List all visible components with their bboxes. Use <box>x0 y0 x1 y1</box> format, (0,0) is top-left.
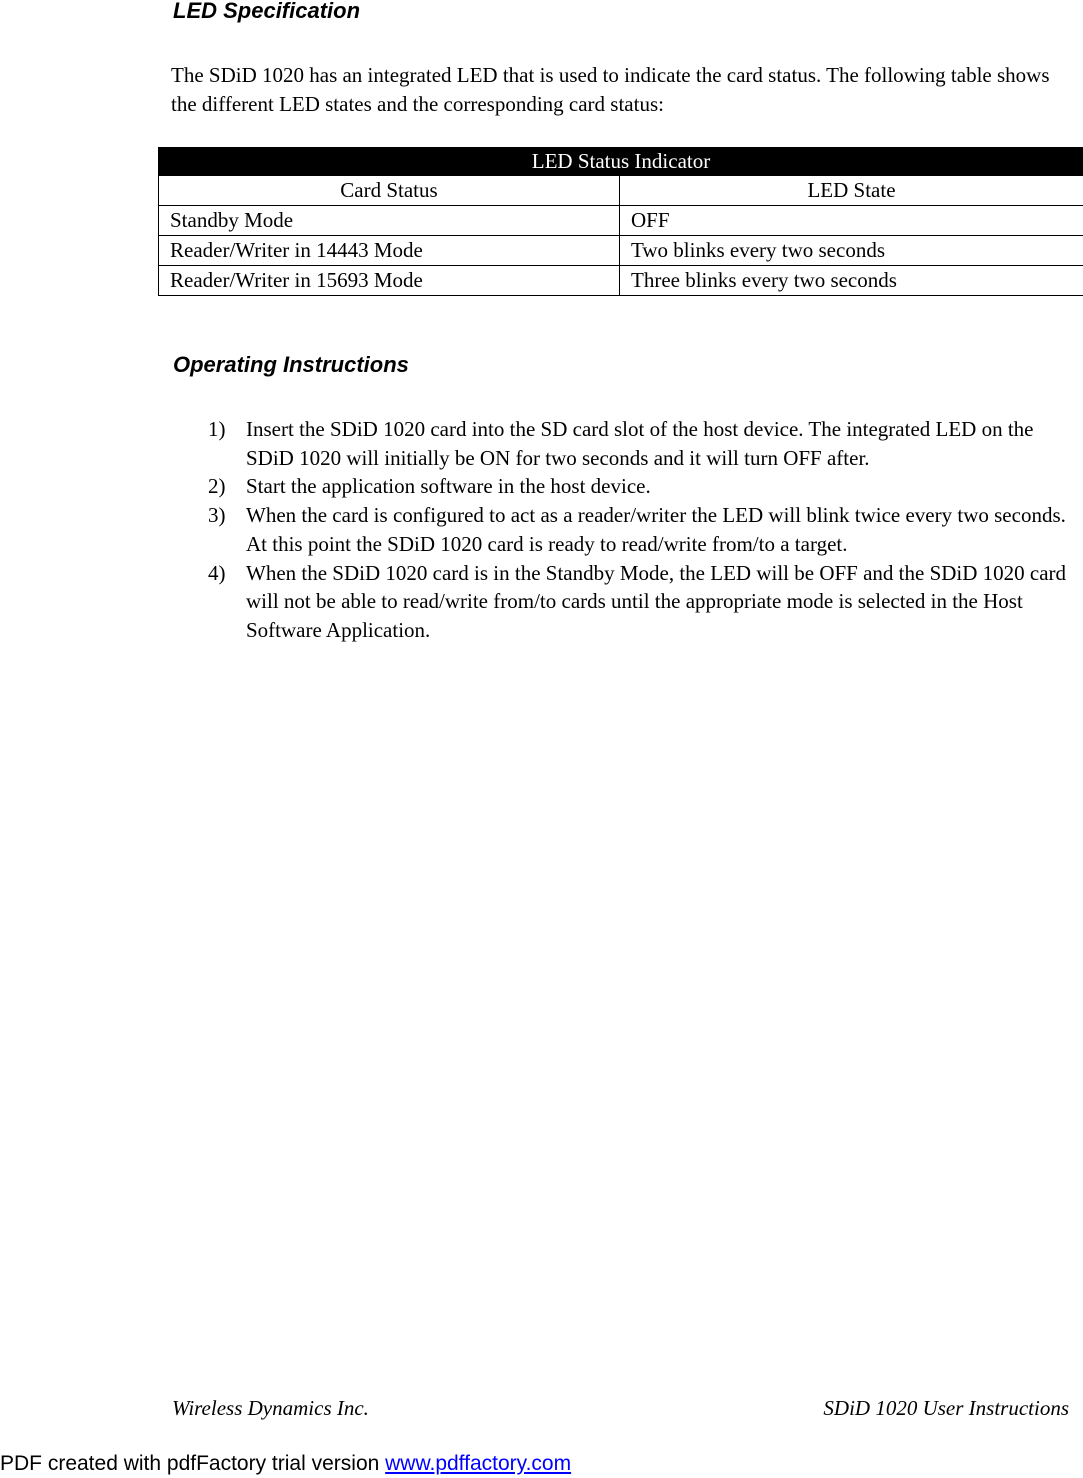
footer-company: Wireless Dynamics Inc. <box>172 1396 369 1420</box>
led-status-table <box>158 147 1083 296</box>
footer-document-title: SDiD 1020 User Instructions <box>823 1396 1069 1420</box>
column-header-led-state: LED State <box>620 176 1083 206</box>
pdf-note-text: PDF created with pdfFactory trial version <box>0 1452 386 1475</box>
step-number: 2) <box>208 474 226 499</box>
led-intro-paragraph: The SDiD 1020 has an integrated LED that is used to indicate the card status. The following table shows the different LED states and the corresponding card status: <box>171 63 1050 116</box>
table-row <box>159 206 1083 236</box>
column-header-card-status: Card Status <box>159 176 620 206</box>
table-row <box>159 236 1083 266</box>
table-row <box>159 266 1083 296</box>
step-text: Start the application software in the host device. <box>246 474 651 499</box>
pdffactory-link[interactable]: www.pdffactory.com <box>385 1452 572 1475</box>
table-cell: Reader/Writer in 14443 Mode <box>159 236 620 266</box>
table-cell: Standby Mode <box>159 206 620 236</box>
step-text: Insert the SDiD 1020 card into the SD card slot of the host device. The integrated LED on the SDiD 1020 will initially be ON for two seconds and it will turn OFF after. <box>246 417 1034 470</box>
step-text: When the card is configured to act as a reader/writer the LED will blink twice every two seconds. At this point the SDiD 1020 card is ready to read/write from/to a target. <box>246 503 1066 556</box>
list-item <box>208 415 1068 472</box>
table-caption-row <box>159 148 1083 176</box>
step-number: 3) <box>208 503 226 528</box>
table-cell: Two blinks every two seconds <box>620 236 1083 266</box>
table-cell: OFF <box>620 206 1083 236</box>
table-cell: Reader/Writer in 15693 Mode <box>159 266 620 296</box>
step-number: 4) <box>208 560 226 585</box>
step-text: When the SDiD 1020 card is in the Standby Mode, the LED will be OFF and the SDiD 1020 card will not be able to read/write from/to cards until the appropriate mode is selected in the Host Software Application. <box>246 560 1067 642</box>
table-caption: LED Status Indicator <box>159 148 1083 176</box>
operating-steps-list <box>208 415 1068 645</box>
led-specification-heading: LED Specification <box>173 0 361 23</box>
step-number: 1) <box>208 417 226 441</box>
table-header-row <box>159 176 1083 206</box>
operating-instructions-heading: Operating Instructions <box>173 352 409 377</box>
list-item <box>208 559 1068 645</box>
list-item <box>208 472 1068 501</box>
table-cell: Three blinks every two seconds <box>620 266 1083 296</box>
list-item <box>208 501 1068 558</box>
pdf-creator-note <box>0 1451 571 1477</box>
